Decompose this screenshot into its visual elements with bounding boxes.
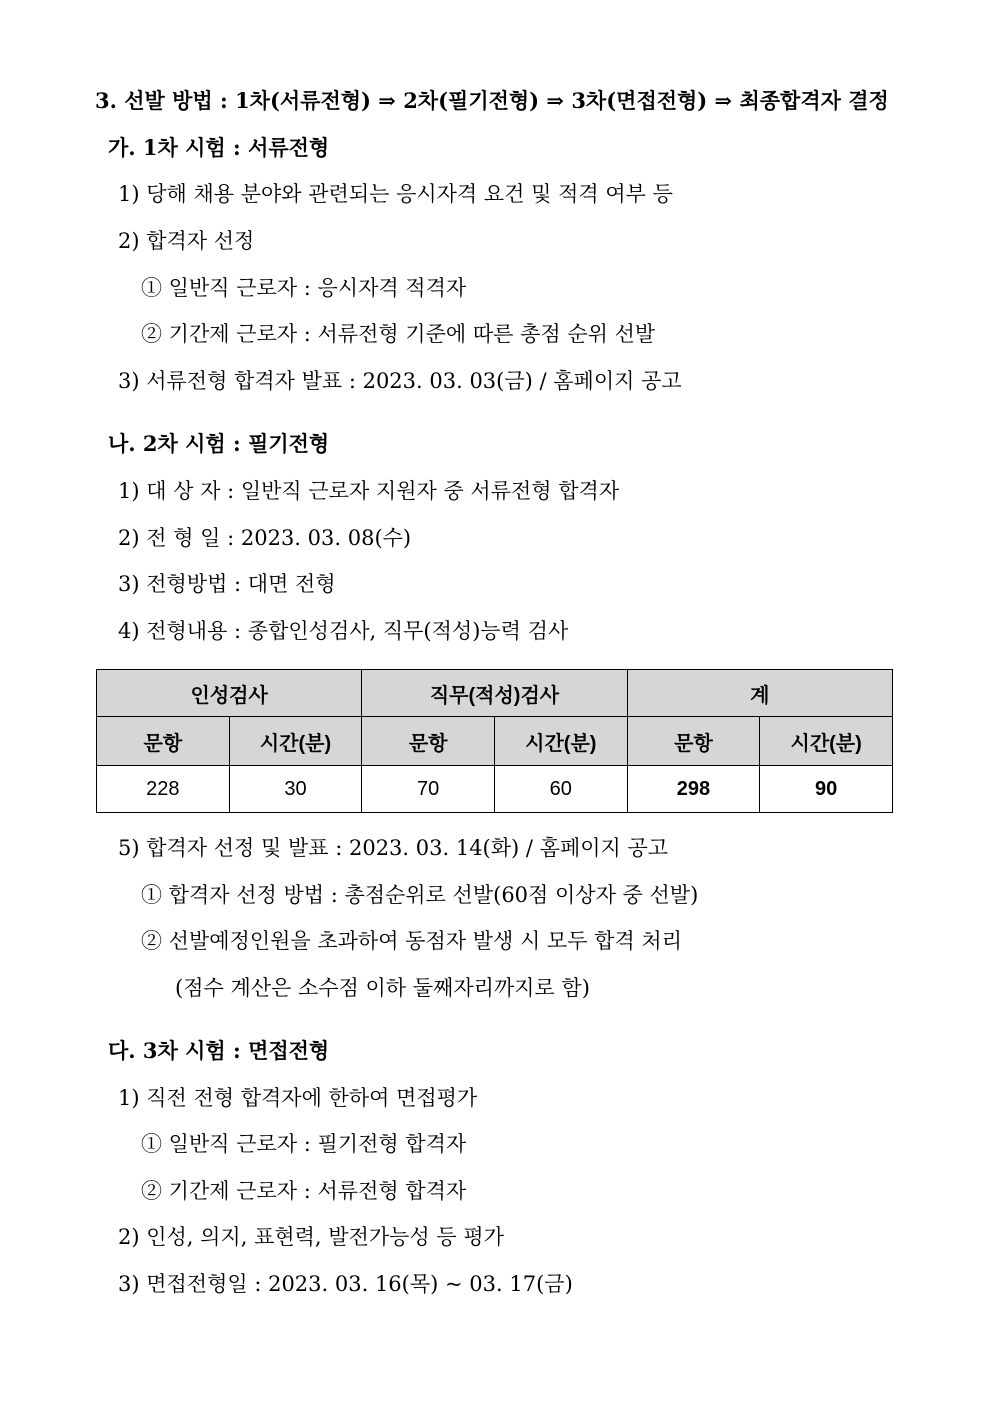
sub-header-questions: 문항 (627, 717, 760, 766)
section-da-item-2: 2) 인성, 의지, 표현력, 발전가능성 등 평가 (118, 1225, 504, 1249)
section-na-item-5: 5) 합격자 선정 및 발표 : 2023. 03. 14(화) / 홈페이지 공고 (118, 836, 669, 860)
section-na-item-4: 4) 전형내용 : 종합인성검사, 직무(적성)능력 검사 (118, 619, 569, 643)
aptitude-questions-cell: 70 (362, 766, 495, 813)
sub-header-minutes: 시간(분) (229, 717, 362, 766)
exam-composition-table (96, 669, 893, 813)
section-ga-item-2: 2) 합격자 선정 (118, 229, 255, 253)
section-ga-item-1: 1) 당해 채용 분야와 관련되는 응시자격 요건 및 적격 여부 등 (118, 182, 673, 206)
section-da-item-1: 1) 직전 전형 합격자에 한하여 면접평가 (118, 1086, 478, 1110)
selection-method-heading: 3. 선발 방법 : 1차(서류전형) ⇒ 2차(필기전형) ⇒ 3차(면접전형) ⇒ 최종합격자 결정 (95, 88, 889, 113)
section-na-sub-2: ② 선발예정인원을 초과하여 동점자 발생 시 모두 합격 처리 (141, 929, 682, 953)
total-questions-cell: 298 (627, 766, 760, 813)
section-na-title: 나. 2차 시험 : 필기전형 (108, 431, 330, 456)
section-na-sub-2-note: (점수 계산은 소수점 이하 둘째자리까지로 함) (175, 976, 590, 1000)
sub-header-minutes: 시간(분) (760, 717, 893, 766)
personality-questions-cell: 228 (97, 766, 230, 813)
header-total: 계 (627, 670, 892, 717)
table-group-header-row (97, 670, 893, 717)
sub-header-questions: 문항 (362, 717, 495, 766)
table-row (97, 766, 893, 813)
section-ga-item-3: 3) 서류전형 합격자 발표 : 2023. 03. 03(금) / 홈페이지 공고 (118, 369, 682, 393)
section-na-sub-1: ① 합격자 선정 방법 : 총점순위로 선발(60점 이상자 중 선발) (141, 883, 699, 907)
header-aptitude-test: 직무(적성)검사 (362, 670, 627, 717)
section-ga-sub-2: ② 기간제 근로자 : 서류전형 기준에 따른 총점 순위 선발 (141, 322, 656, 346)
section-da-title: 다. 3차 시험 : 면접전형 (108, 1038, 330, 1063)
section-na-item-3: 3) 전형방법 : 대면 전형 (118, 572, 336, 596)
section-da-item-3: 3) 면접전형일 : 2023. 03. 16(목) ~ 03. 17(금) (118, 1272, 573, 1296)
aptitude-minutes-cell: 60 (494, 766, 627, 813)
sub-header-minutes: 시간(분) (494, 717, 627, 766)
section-ga-sub-1: ① 일반직 근로자 : 응시자격 적격자 (141, 276, 467, 300)
total-minutes-cell: 90 (760, 766, 893, 813)
section-na-item-1: 1) 대 상 자 : 일반직 근로자 지원자 중 서류전형 합격자 (118, 479, 620, 503)
section-da-sub-2: ② 기간제 근로자 : 서류전형 합격자 (141, 1179, 467, 1203)
section-na-item-2: 2) 전 형 일 : 2023. 03. 08(수) (118, 526, 412, 550)
sub-header-questions: 문항 (97, 717, 230, 766)
table-sub-header-row (97, 717, 893, 766)
personality-minutes-cell: 30 (229, 766, 362, 813)
section-da-sub-1: ① 일반직 근로자 : 필기전형 합격자 (141, 1132, 467, 1156)
section-ga-title: 가. 1차 시험 : 서류전형 (108, 135, 330, 160)
header-personality-test: 인성검사 (97, 670, 362, 717)
